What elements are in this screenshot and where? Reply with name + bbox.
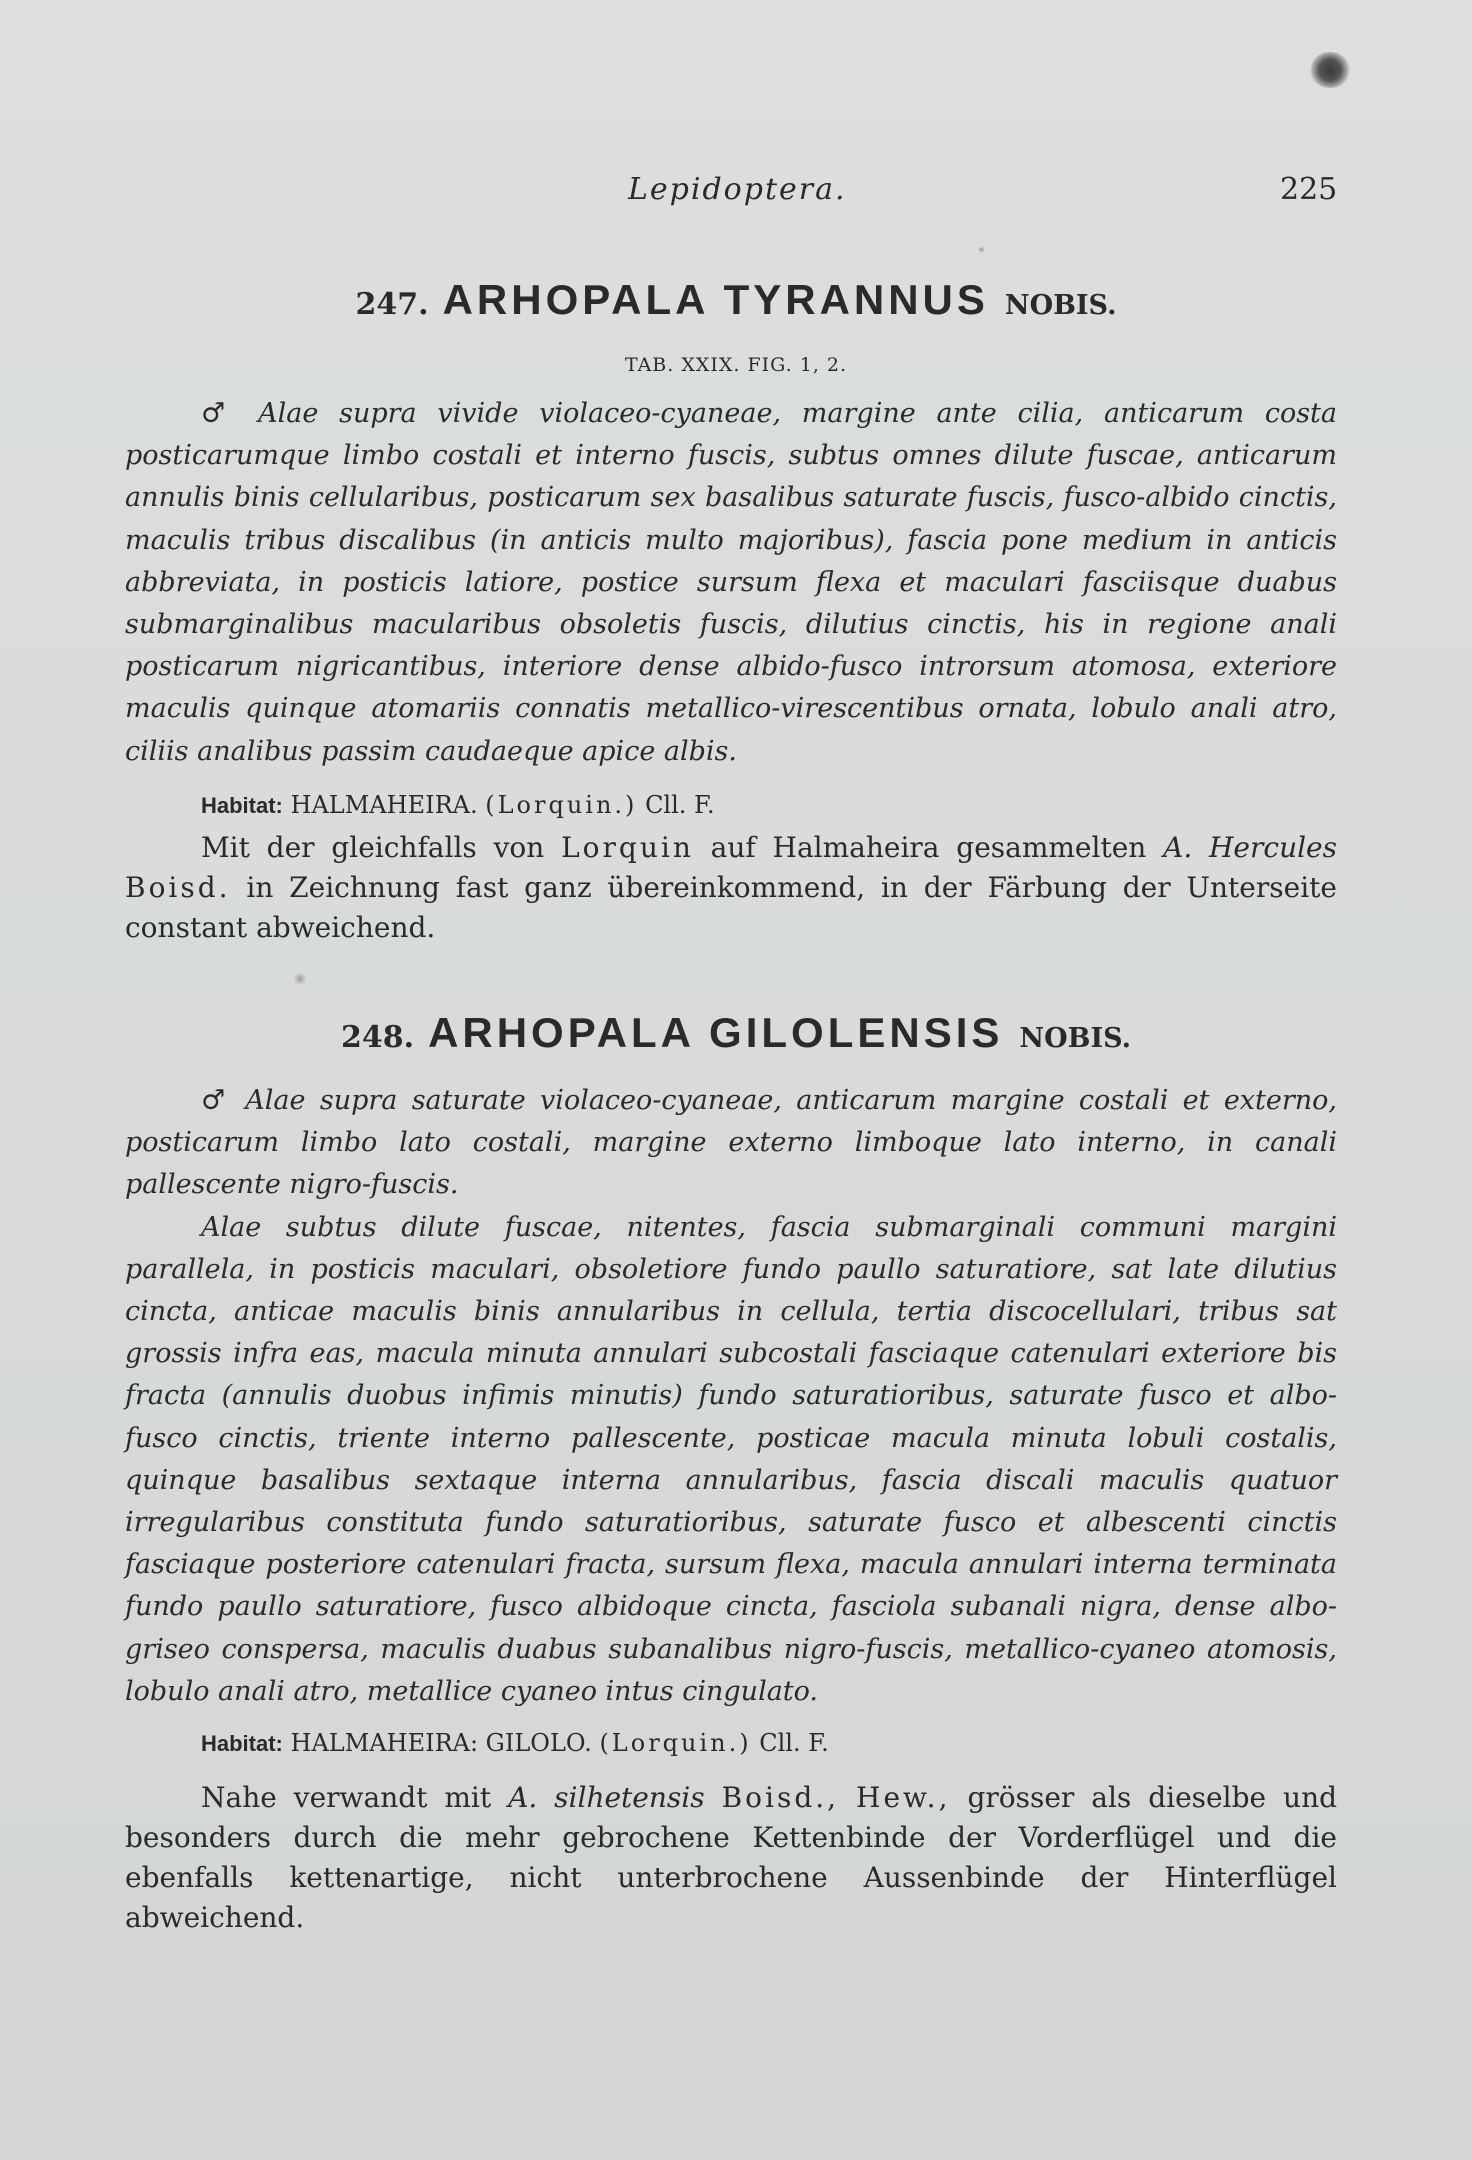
species-heading-248 [0, 1009, 1472, 1057]
latin-description-text: Alae supra vivide violaceo-cyaneae, margine ante cilia, anticarum costa posticarumque limbo costali et interno fuscis, subtus omnes dilute fuscae, anticarum annulis binis cellularibus, posticarum sex basalibus saturate fuscis, fusco-albido cinctis, maculis tribus discalibus (in anticis multo majoribus), fascia pone medium in anticis abbreviata, in posticis latiore, postice sursum flexa et maculari fasciisque duabus submarginalibus macularibus obsoletis fuscis, dilutius cinctis, his in regione anali posticarum nigricantibus, interiore dense albido-fusco introrsum atomosa, exteriore maculis quinque atomariis connatis metallico-virescentibus ornata, lobulo anali atro, ciliis analibus passim caudaeque apice albis. [125, 398, 1337, 767]
note-text: Nahe verwandt mit [201, 1781, 492, 1815]
species-name: ARHOPALA TYRANNUS [442, 276, 989, 323]
reference-author: Boisd., [721, 1781, 840, 1815]
species-author: NOBIS. [1004, 290, 1117, 321]
species-author: NOBIS. [1019, 1023, 1132, 1054]
collector-name: Lorquin [561, 830, 694, 864]
habitat-locality: HALMAHEIRA: GILOLO. [290, 1729, 592, 1758]
latin-description [125, 393, 1337, 773]
habitat-label: Habitat: [201, 792, 283, 818]
habitat-line [125, 1723, 1337, 1764]
habitat-collector: (Lorquin.) [485, 790, 638, 819]
reference-species: A. silhetensis [508, 1781, 705, 1815]
running-title: Lepidoptera. [628, 172, 847, 207]
species-247-body [125, 393, 1337, 948]
species-248-body [125, 1080, 1337, 1938]
habitat-collector: (Lorquin.) [599, 1729, 752, 1758]
reference-species: A. Hercules [1163, 830, 1337, 864]
habitat-line [125, 785, 1337, 826]
note-text: Mit der gleichfalls von [201, 830, 545, 864]
ink-blot [1310, 52, 1350, 88]
note-text: auf Halmaheira gesammelten [710, 830, 1147, 864]
species-heading-247 [0, 276, 1472, 324]
german-note [125, 828, 1337, 948]
habitat-collection: Cll. F. [645, 790, 715, 819]
paper-speck [978, 246, 985, 253]
german-note [125, 1778, 1337, 1938]
species-name: ARHOPALA GILOLENSIS [428, 1009, 1004, 1056]
habitat-label: Habitat: [201, 1731, 283, 1757]
reference-author: Boisd. [125, 870, 231, 904]
latin-description-underside: Alae subtus dilute fuscae, nitentes, fascia submarginali communi margini parallela, in posticis maculari, obsoletiore fundo paullo saturatiore, sat late dilutius cincta, anticae maculis binis annularibus in cellula, tertia discocellulari, tribus sat grossis infra eas, macula minuta annulari subcostali fasciaque catenulari exteriore bis fracta (annulis duobus infimis minutis) fundo saturatioribus, saturate fusco et albo-fusco cinctis, triente interno pallescente, posticae macula minuta lobuli costalis, quinque basalibus sextaque interna annularibus, fascia discali maculis quatuor irregularibus constituta fundo saturatioribus, saturate fusco et albescenti cinctis fasciaque posteriore catenulari fracta, sursum flexa, macula annulari interna terminata fundo paullo saturatiore, fusco albidoque cincta, fasciola subanali nigra, dense albo-griseo conspersa, maculis duabus subanalibus nigro-fuscis, metallico-cyaneo atomosis, lobulo anali atro, metallice cyaneo intus cingulato. [125, 1211, 1337, 1707]
note-text: grösser als dieselbe und besonders durch die mehr gebrochene Kettenbinde der Vorderflügel und die ebenfalls kettenartige, nicht unterbrochene Aussenbinde der Hinterflügel abweichend. [125, 1781, 1338, 1935]
male-symbol: ♂ [201, 398, 238, 429]
species-number: 248. [340, 1020, 415, 1055]
latin-description [125, 1080, 1337, 1207]
plate-reference: TAB. XXIX. FIG. 1, 2. [624, 354, 848, 376]
reference-author: Hew., [856, 1781, 951, 1815]
page-number: 225 [1280, 172, 1338, 207]
running-head [0, 172, 1472, 222]
habitat-locality: HALMAHEIRA. [290, 790, 478, 819]
habitat-collection: Cll. F. [759, 1729, 829, 1758]
paper-speck [294, 972, 306, 986]
species-number: 247. [355, 287, 429, 322]
latin-description-text: Alae supra saturate violaceo-cyaneae, anticarum margine costali et externo, posticarum limbo lato costali, margine externo limboque lato interno, in canali pallescente nigro-fuscis. [125, 1085, 1337, 1201]
male-symbol: ♂ [201, 1085, 231, 1116]
note-text: in Zeichnung fast ganz übereinkommend, in der Färbung der Unterseite constant abweichend. [125, 870, 1337, 944]
